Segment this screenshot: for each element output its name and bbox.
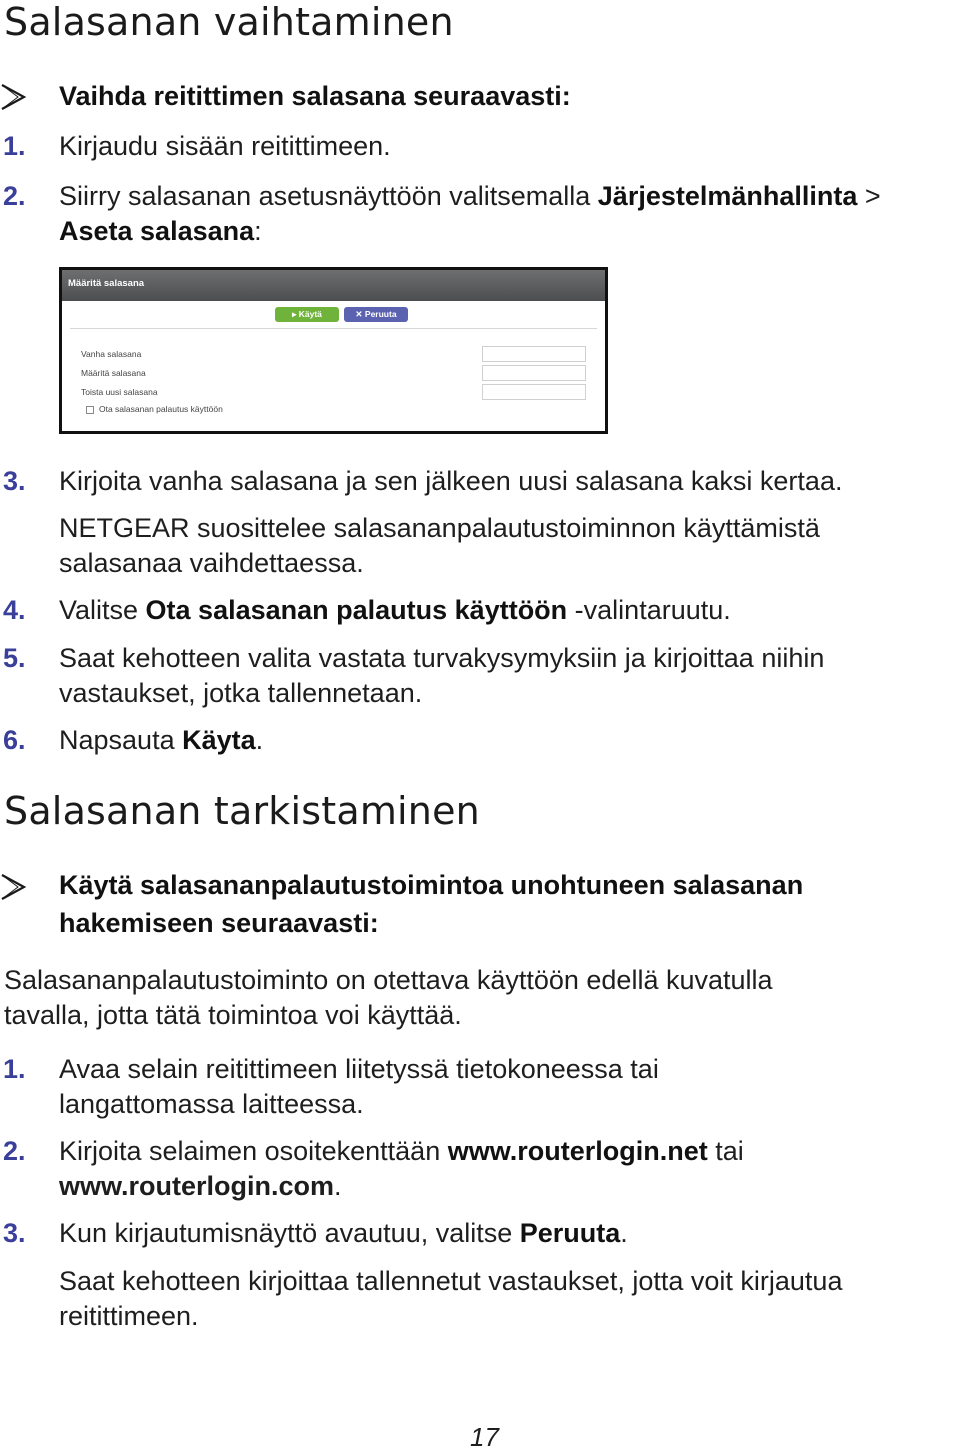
paragraph: Salasananpalautustoiminto on otettava käyttöön edellä kuvatulla: [4, 965, 773, 995]
step-1-cont: langattomassa laitteessa.: [59, 1089, 364, 1119]
section-title-change-password: Salasanan vaihtaminen: [4, 0, 454, 44]
step-text: Kirjoita selaimen osoitekenttään www.routerlogin.net tai: [59, 1136, 744, 1166]
step-number: 5.: [3, 643, 26, 673]
repeat-password-label: Toista uusi salasana: [81, 387, 158, 397]
chevron-right-icon: ▸: [292, 309, 299, 319]
recovery-checkbox[interactable]: [86, 406, 94, 414]
paragraph: tavalla, jotta tätä toimintoa voi käyttää.: [4, 1000, 462, 1030]
intro-text: hakemiseen seuraavasti:: [59, 908, 379, 938]
step-number: 3.: [3, 1218, 26, 1248]
arrow-bullet-icon: [0, 872, 40, 902]
recovery-checkbox-label: Ota salasanan palautus käyttöön: [99, 404, 223, 414]
intro-text: Vaihda reitittimen salasana seuraavasti:: [59, 81, 571, 111]
step-number: 1.: [3, 1054, 26, 1084]
screenshot-header: Määritä salasana: [62, 270, 605, 301]
step-text: Aseta salasana:: [59, 216, 262, 246]
new-password-field[interactable]: [482, 365, 586, 381]
arrow-bullet-icon: [0, 82, 40, 112]
step-number: 2.: [3, 181, 26, 211]
old-password-label: Vanha salasana: [81, 349, 142, 359]
intro-row: [0, 82, 40, 112]
step-text: Siirry salasanan asetusnäyttöön valitsemalla Järjestelmänhallinta >: [59, 181, 881, 211]
divider: [70, 328, 597, 329]
step-number: 2.: [3, 1136, 26, 1166]
page-number: 17: [470, 1422, 499, 1452]
step-number: 6.: [3, 725, 26, 755]
step-text: Valitse Ota salasanan palautus käyttöön -valintaruutu.: [59, 595, 731, 625]
new-password-label: Määritä salasana: [81, 368, 146, 378]
apply-button[interactable]: ▸ Käytä: [275, 307, 339, 322]
step-number: 4.: [3, 595, 26, 625]
cancel-button[interactable]: ✕ Peruuta: [344, 307, 408, 322]
step-text: Kun kirjautumisnäyttö avautuu, valitse Peruuta.: [59, 1218, 628, 1248]
section-title-recover-password: Salasanan tarkistaminen: [4, 789, 480, 833]
set-password-screenshot: [59, 267, 608, 434]
step-3-note: NETGEAR suosittelee salasananpalautustoiminnon käyttämistä: [59, 513, 820, 543]
step-5-cont: vastaukset, jotka tallennetaan.: [59, 678, 423, 708]
step-2-cont: www.routerlogin.com.: [59, 1171, 342, 1201]
step-number: 3.: [3, 466, 26, 496]
old-password-field[interactable]: [482, 346, 586, 362]
step-number: 1.: [3, 131, 26, 161]
step-text: Avaa selain reitittimeen liitetyssä tietokoneessa tai: [59, 1054, 659, 1084]
step-text: Kirjoita vanha salasana ja sen jälkeen uusi salasana kaksi kertaa.: [59, 466, 843, 496]
close-icon: ✕: [355, 309, 365, 319]
step-text: Kirjaudu sisään reitittimeen.: [59, 131, 391, 161]
repeat-password-field[interactable]: [482, 384, 586, 400]
closing-text: Saat kehotteen kirjoittaa tallennetut vastaukset, jotta voit kirjautua: [59, 1266, 843, 1296]
step-3-note: salasanaa vaihdettaessa.: [59, 548, 364, 578]
closing-text: reitittimeen.: [59, 1301, 199, 1331]
intro-text: Käytä salasananpalautustoimintoa unohtuneen salasanan: [59, 870, 804, 900]
step-text: Napsauta Käyta.: [59, 725, 264, 755]
step-text: Saat kehotteen valita vastata turvakysymyksiin ja kirjoittaa niihin: [59, 643, 825, 673]
intro-row: [0, 872, 40, 902]
